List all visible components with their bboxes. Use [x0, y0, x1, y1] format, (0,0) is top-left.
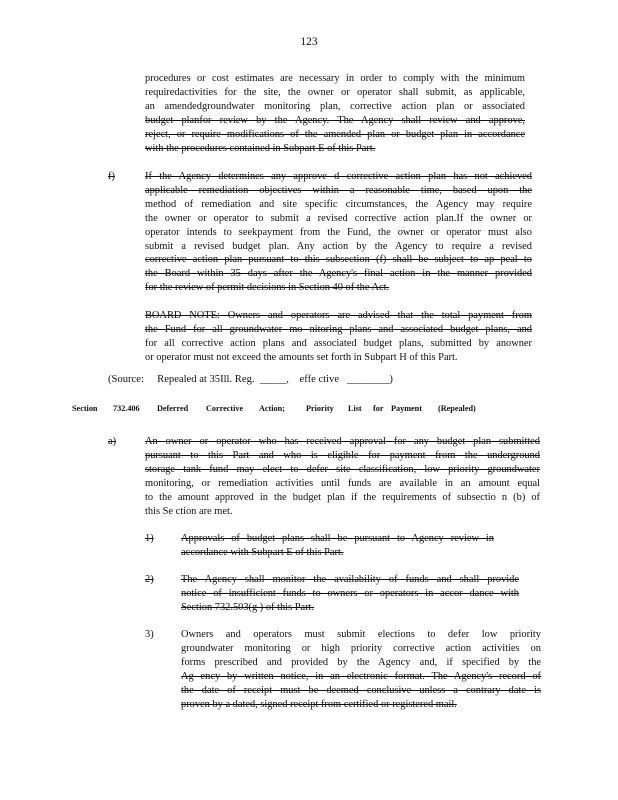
text-line: applicable remediation objectives within a reasonable time, based upon the [145, 184, 532, 196]
text-line: pursuant to this Part and who is eligible for payment from the underground [145, 449, 540, 461]
paragraph-a [145, 435, 540, 518]
paragraph-f-label: f) [108, 171, 115, 182]
item-2-label: 2) [145, 574, 154, 585]
text-line: reject, or require modifications of the amended plan or budget plan in accordance [145, 128, 525, 140]
section-title-word-2: Corrective [206, 404, 244, 413]
paragraph-continuation [145, 72, 525, 155]
text-line: an amendedgroundwater monitoring plan, corrective action plan or associated [145, 100, 525, 112]
source-label: (Source: [108, 374, 144, 385]
text-line: method of remediation and site specific circumstances, the Agency may require [145, 198, 532, 210]
text-line: BOARD NOTE: Owners and operators are advised that the total payment from [145, 310, 532, 321]
text-line: or operator must not exceed the amounts set forth in Subpart H of this Part. [145, 351, 458, 363]
text-line: An owner or operator who has received approval for any budget plan submitted [145, 436, 540, 447]
text-line: the Board within 35 days after the Agency's final action in the manner provided [145, 268, 532, 280]
board-note [145, 309, 532, 365]
section-title-word-6: for [373, 404, 384, 413]
section-title-word-3: Action; [259, 404, 285, 413]
source-effective: effe ctive [299, 374, 340, 385]
text-line: accordance with Subpart E of this Part. [181, 546, 344, 558]
text-line: budget planfor review by the Agency. The Agency shall review and approve, [145, 114, 525, 126]
text-line: groundwater monitoring or high priority corrective action activities on [181, 642, 541, 654]
text-line: The Agency shall monitor the availability of funds and shall provide [181, 574, 519, 585]
paragraph-f [145, 170, 532, 295]
text-line: Owners and operators must submit elections to defer low priority [181, 629, 541, 640]
item-2 [181, 573, 519, 615]
text-line: the Fund for all groundwater mo nitoring plans and associated budget plans, and [145, 323, 532, 335]
text-line: proven by a dated, signed receipt from certified or registered mail. [181, 698, 457, 710]
text-line: Section 732.503(g ) of this Part. [181, 601, 315, 613]
text-line: for the review of permit decisions in Section 40 of the Act. [145, 282, 390, 294]
text-line: with the procedures contained in Subpart E of this Part. [145, 142, 376, 154]
section-title-word-5: List [348, 404, 362, 413]
text-line: If the Agency determines any approve d corrective action plan has not achieved [145, 171, 532, 182]
page-number: 123 [300, 36, 318, 48]
section-word: Section [72, 404, 98, 413]
text-line: to the amount approved in the budget plan if the requirements of subsectio n (b) of [145, 491, 540, 503]
text-line: forms prescribed and provided by the Agency and, if specified by the [181, 656, 541, 668]
text-line: procedures or cost estimates are necessary in order to comply with the minimum [145, 73, 525, 84]
text-line: this Se ction are met. [145, 505, 233, 517]
item-1 [181, 532, 494, 560]
source-text: Repealed at 35Ill. Reg. [157, 374, 255, 385]
paragraph-a-label: a) [108, 436, 117, 447]
source-note [108, 374, 393, 385]
text-line: submit a revised budget plan. Any action by the Agency to require a revised [145, 240, 532, 252]
item-3-label: 3) [145, 629, 154, 640]
text-line: corrective action plan pursuant to this subsection (f) shall be subject to ap peal to [145, 254, 532, 266]
section-number: 732.406 [113, 404, 140, 413]
source-blank-2: ________) [347, 374, 393, 385]
item-3 [181, 628, 541, 711]
text-line: operator intends to seekpayment from the Fund, the owner or operator must also [145, 226, 532, 238]
text-line: Ag ency by written notice, in an electronic format. The Agency's record of [181, 670, 541, 682]
section-title-word-1: Deferred [157, 404, 189, 413]
text-line: monitoring, or remediation activities until funds are available in an amount equal [145, 477, 540, 489]
section-title-word-7: Payment [391, 404, 422, 413]
text-line: for all corrective action plans and associated budget plans, submitted by anowner [145, 337, 532, 349]
section-title-word-4: Priority [306, 404, 334, 413]
text-line: storage tank fund may elect to defer site classification, low priority groundwater [145, 463, 540, 475]
section-title-word-8: (Repealed) [438, 404, 476, 413]
text-line: notice of insufficient funds to owners or operators in accor dance with [181, 587, 519, 599]
text-line: the owner or operator to submit a revised corrective action plan.If the owner or [145, 212, 532, 224]
text-line: Approvals of budget plans shall be pursuant to Agency review in [181, 533, 494, 544]
text-line: requiredactivities for the site, the owner or operator shall submit, as applicable, [145, 86, 525, 98]
source-blank-1: _____, [259, 374, 289, 385]
text-line: the date of receipt must be deemed conclusive unless a contrary date is [181, 684, 541, 696]
item-1-label: 1) [145, 533, 154, 544]
